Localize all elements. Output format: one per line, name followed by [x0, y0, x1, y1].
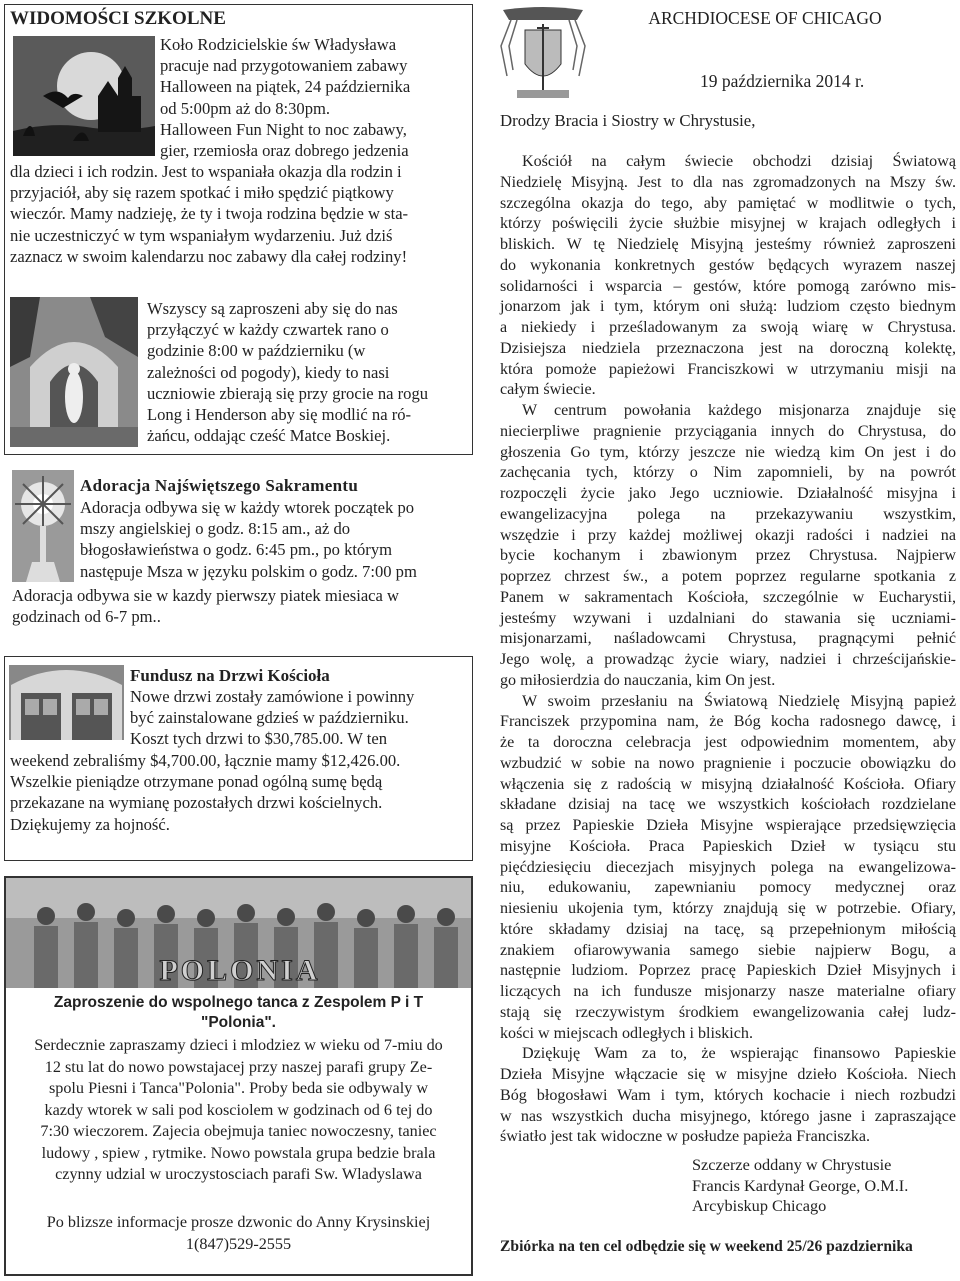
- text-line: ludowy , spiew , rytmike. Nowo powstala grupa bedzie brala: [41, 1143, 436, 1162]
- letter-signature: [692, 1155, 908, 1217]
- text-line: niecierpliwe pragnienie przyciągania innych do Chrystusa, do: [500, 422, 956, 440]
- archdiocese-header: ARCHDIOCESE OF CHICAGO: [648, 8, 882, 28]
- halloween-full-text: [10, 161, 470, 267]
- paragraph-1: [500, 152, 956, 401]
- text-line: niesieniu ukojenia tym, którzy znajdują się w potrzebie. Ofiary,: [500, 900, 956, 917]
- text-line: misyjne Kościoła. Praca Papieskich Dzieł w tysiącu stu: [500, 837, 956, 855]
- text-line: gier, rzemiosła oraz dobrego jedzenia: [160, 141, 409, 161]
- text-line: nie uczestniczyć w tym wspaniałym wydarzeniu. Już dziś: [10, 225, 393, 245]
- text-line: stają się rzeczywistym środkiem ewangelizowania całej ludz-: [500, 1003, 956, 1021]
- letter-body: [500, 152, 956, 1148]
- door-fund-text: [130, 686, 470, 750]
- text-line: liczących na ich fundusze misjonarzy nasze materialne ofiary: [500, 983, 956, 1000]
- text-line: uczniowie zbierają się przy grocie na rogu: [147, 383, 429, 403]
- text-line: światło jest tak widoczne w posłudze papieża Franciszka.: [500, 1128, 871, 1146]
- text-line: bliskich. W tę Niedzielę Misyjną jesteśmy również zaproszeni: [500, 236, 956, 253]
- text-line: niu, edukowaniu, zapewnianiu pomocy medycznej oraz: [500, 879, 956, 897]
- school-news-title: WIDOMOŚCI SZKOLNE: [10, 8, 226, 29]
- text-line: bycie kochanym i zbawionym przez Chrystusa. Najpierw: [500, 547, 956, 565]
- text-line: 7:30 wieczorem. Zajecia obejmuja taniec nowoczesny, taniec: [40, 1122, 437, 1140]
- text-line: Kościół na całym świecie obchodzi dzisiaj Światową: [522, 153, 956, 170]
- adoration-text: [80, 497, 472, 582]
- text-line: spolu Piesni i Tanca"Polonia". Proby beda sie odbywaly w: [48, 1079, 429, 1097]
- monstrance-image: [12, 470, 74, 582]
- text-line: rozpoczęli życie jako Jego uczniowie. Działalność misyjna i: [500, 485, 956, 502]
- adoration-title: Adoracja Najświętszego Sakramentu: [80, 476, 359, 495]
- text-line: znakiem ofiarowywania samego siebie najpierw Bogu, a: [500, 941, 956, 959]
- text-line: przyłączyć w każdy czwartek rano o: [147, 320, 389, 340]
- text-line: Dzisiejsza niedziela przeznaczona jest na doroczną kolektę,: [500, 339, 956, 357]
- text-line: wieczór. Mamy nadzieję, że ty i twoja rodzina będzie w sta-: [10, 204, 409, 224]
- text-line: jesteśmy wzywani i uzdalniani do stawania się uczniami-: [500, 609, 956, 627]
- text-line: pięćdziesięciu diecezjach misyjnych polega na ewangelizowa-: [500, 858, 956, 876]
- adoration-text-full: [12, 585, 472, 627]
- text-line: godzinach od 6-7 pm..: [12, 607, 161, 627]
- text-line: Nowe drzwi zostały zamówione i powinny: [130, 687, 415, 706]
- text-line: którzy poświęcili życie służbie misyjnej w krajach odległych i: [500, 215, 956, 233]
- text-line: Panem w sakramentach Kościoła, szczególnie w Eucharystii,: [500, 588, 956, 606]
- text-line: od 5:00pm aż do 8:30pm.: [160, 98, 331, 118]
- text-line: Adoracja odbywa sie w kazdy pierwszy piatek miesiaca w: [12, 586, 400, 605]
- grotto-text: [147, 298, 473, 446]
- text-line: przyjaciół, aby się razem spotkać i miło spędzić piątkowy: [10, 183, 394, 203]
- church-doors-image: [9, 665, 124, 740]
- text-line: Serdecznie zapraszamy dzieci i mlodziez w wieku od 7-miu do: [34, 1036, 443, 1054]
- text-line: kości w miejscach odległych i bliskich.: [500, 1024, 753, 1042]
- text-line: solidarności i wsparcia – gestów, które pomogą zarówno mis-: [500, 277, 956, 295]
- text-line: że ta doroczna celebracja jest odpowiednim momentem, aby: [500, 734, 956, 751]
- text-line: Wszelkie pieniądze otrzymane ponad ogólną sumę będą: [10, 772, 383, 792]
- text-line: a niekiedy i prześladowanym za swoją wiarę w Chrystusa.: [500, 319, 956, 336]
- letter-greeting: Drodzy Bracia i Siostry w Chrystusie,: [500, 111, 756, 130]
- signature-name: Francis Kardynał George, O.M.I.: [692, 1175, 909, 1195]
- text-line: W swoim przesłaniu na Światową Niedzielę Misyjną papież: [522, 692, 956, 710]
- text-line: Halloween na piątek, 24 października: [160, 77, 411, 97]
- polonia-title-1: Zaproszenie do wspolnego tanca z Zespolem P i T: [53, 994, 424, 1011]
- text-line: Koszt tych drzwi to $30,785.00. W ten: [130, 729, 388, 749]
- contact-phone: 1(847)529-2555: [185, 1234, 292, 1253]
- text-line: być zainstalowane gdzieś w październiku.: [130, 708, 409, 728]
- letter-date: 19 października 2014 r.: [700, 71, 865, 91]
- text-line: mszy angielskiej o godz. 8:15 am., aż do: [80, 519, 351, 539]
- door-fund-text-full: [10, 750, 470, 835]
- text-line: głoszenia Go tym, którzy jeszcze nie wiedzą kim On jest i do: [500, 443, 956, 461]
- text-line: W centrum powołania każdego misjonarza znajduje się: [522, 402, 956, 419]
- text-line: Bóg błogosławi Wam i tym, których kochacie i niech rozbudzi: [500, 1086, 956, 1104]
- text-line: Dziękujemy za hojność.: [10, 814, 170, 834]
- text-line: która pomoże papieżowi Franciszkowi w utrzymaniu misji na: [500, 360, 956, 378]
- closing-line: Szczerze oddany w Chrystusie: [692, 1155, 892, 1174]
- text-line: Koło Rodzicielskie św Władysława: [160, 35, 397, 54]
- text-line: składane dzisiaj na tacę we wszystkich kościołach rozdzielane: [500, 796, 956, 814]
- polonia-contact: [6, 1212, 471, 1255]
- paragraph-3: [500, 692, 956, 1045]
- text-line: Dzieła Misyjne włączacie się w misyjne dzieło Kościoła. Niech: [500, 1066, 956, 1083]
- text-line: pracuje nad przygotowaniem zabawy: [160, 56, 408, 76]
- text-line: poprzez chrzest św., a potem poprzez regularne spotkania z: [500, 568, 956, 585]
- text-line: które składamy dzisiaj na tacę, są przepełnionym miłością: [500, 920, 956, 938]
- polonia-title-2: "Polonia".: [201, 1014, 276, 1031]
- text-line: Halloween Fun Night to noc zabawy,: [160, 119, 407, 139]
- polonia-photo-caption: POLONIA: [159, 954, 321, 987]
- text-line: zależności od pogody), kiedy to nasi: [147, 362, 390, 382]
- text-line: błogosławieństwa o godz. 6:45 pm., po którym: [80, 540, 393, 560]
- text-line: weekend zebraliśmy $4,700.00, łącznie mamy $12,426.00.: [10, 751, 401, 770]
- text-line: jonarzom jak i tym, którym oni służą: ludziom często biednym: [500, 298, 956, 316]
- grotto-image: [10, 297, 138, 447]
- text-line: Franciszek przypomina nam, że Bóg kocha radosnego dawcę, i: [500, 713, 956, 731]
- text-line: przekazane na wymianę pozostałych drzwi kościelnych.: [10, 793, 383, 813]
- paragraph-4: [500, 1044, 956, 1148]
- coat-of-arms-image: [497, 6, 589, 101]
- text-line: wzbudzić w sobie na nowo pragnienie i poczucie obowiązku do: [500, 754, 956, 772]
- collection-note: Zbiórka na ten cel odbędzie się w weekend 25/26 pazdziernika: [500, 1238, 913, 1255]
- text-line: Dziękuję Wam za to, że wspierając finansowo Papieskie: [522, 1045, 956, 1063]
- text-line: misjonarzami, naśladowcami Chrystusa, pragnącymi pełnić: [500, 630, 956, 648]
- text-line: zaznacz w swoim kalendarzu noc zabawy dla całej rodziny!: [10, 246, 408, 266]
- text-line: Jego wolę, a prowadząc życie wiary, nadziei i chrześcijańskie-: [500, 651, 956, 668]
- text-line: ewangelizacyjna polega na przekazywaniu wszystkim,: [500, 505, 956, 523]
- text-line: żańcu, oddając cześć Matce Boskiej.: [147, 426, 391, 446]
- text-line: dla dzieci i ich rodzin. Jest to wspaniała okazja dla rodzin i: [10, 162, 402, 181]
- paragraph-2: [500, 401, 956, 692]
- text-line: wszędzie i przy każdej możliwej okazji radości i nadziei na: [500, 526, 956, 544]
- text-line: godzinie 8:00 w październiku (w: [147, 341, 366, 361]
- text-line: 12 stu lat do nowo powstajacej przy naszej parafi grupy Ze-: [44, 1057, 433, 1076]
- halloween-float-text: [160, 34, 470, 161]
- text-line: następuje Msza w języku polskim o godz. 7:00 pm: [80, 561, 417, 581]
- text-line: Long i Henderson aby się modlić na ró-: [147, 405, 412, 425]
- contact-line: Po blizsze informacje prosze dzwonic do Anny Krysinskiej: [46, 1213, 431, 1231]
- text-line: całym świecie.: [500, 381, 596, 399]
- text-line: zachęcania tych, którzy o Nim zapomnieli, by na powrót: [500, 464, 956, 482]
- text-line: czynny udzial w uroczystosciach parafi Sw. Wladyslawa: [55, 1165, 422, 1183]
- text-line: szczególna okazja do tego, aby pamiętać w modlitwie o tych,: [500, 194, 956, 212]
- text-line: włączenia się z radością w misyjną działalność Kościoła. Ofiary: [500, 775, 956, 793]
- signature-title: Arcybiskup Chicago: [692, 1196, 827, 1215]
- text-line: są przez Papieskie Dzieła Misyjne wspierające przedsięwzięcia: [500, 817, 956, 834]
- polonia-text: [6, 1035, 471, 1186]
- text-line: Wszyscy są zaproszeni aby się do nas: [147, 299, 398, 318]
- text-line: następnie ludziom. Poprzez pracę Papieskich Dzieł Misyjnych i: [500, 962, 956, 980]
- text-line: Niedzielę Misyjną. Jest to dla nas zgromadzonych na Mszy św.: [500, 173, 956, 191]
- text-line: w nas wszystkich ducha misyjnego, którego jasne i zapraszające: [500, 1107, 956, 1125]
- halloween-image: [13, 36, 155, 156]
- door-fund-title: Fundusz na Drzwi Kościoła: [130, 666, 330, 685]
- text-line: Adoracja odbywa się w każdy wtorek początek po: [80, 498, 415, 517]
- text-line: kazdy wtorek w sali pod kosciolem w godzinach od 6 tej do: [44, 1100, 433, 1119]
- text-line: do wykonania konkretnych gestów będących wyrazem naszej: [500, 256, 956, 274]
- text-line: go miłosierdzia do nauczania, kim On jest.: [500, 671, 776, 689]
